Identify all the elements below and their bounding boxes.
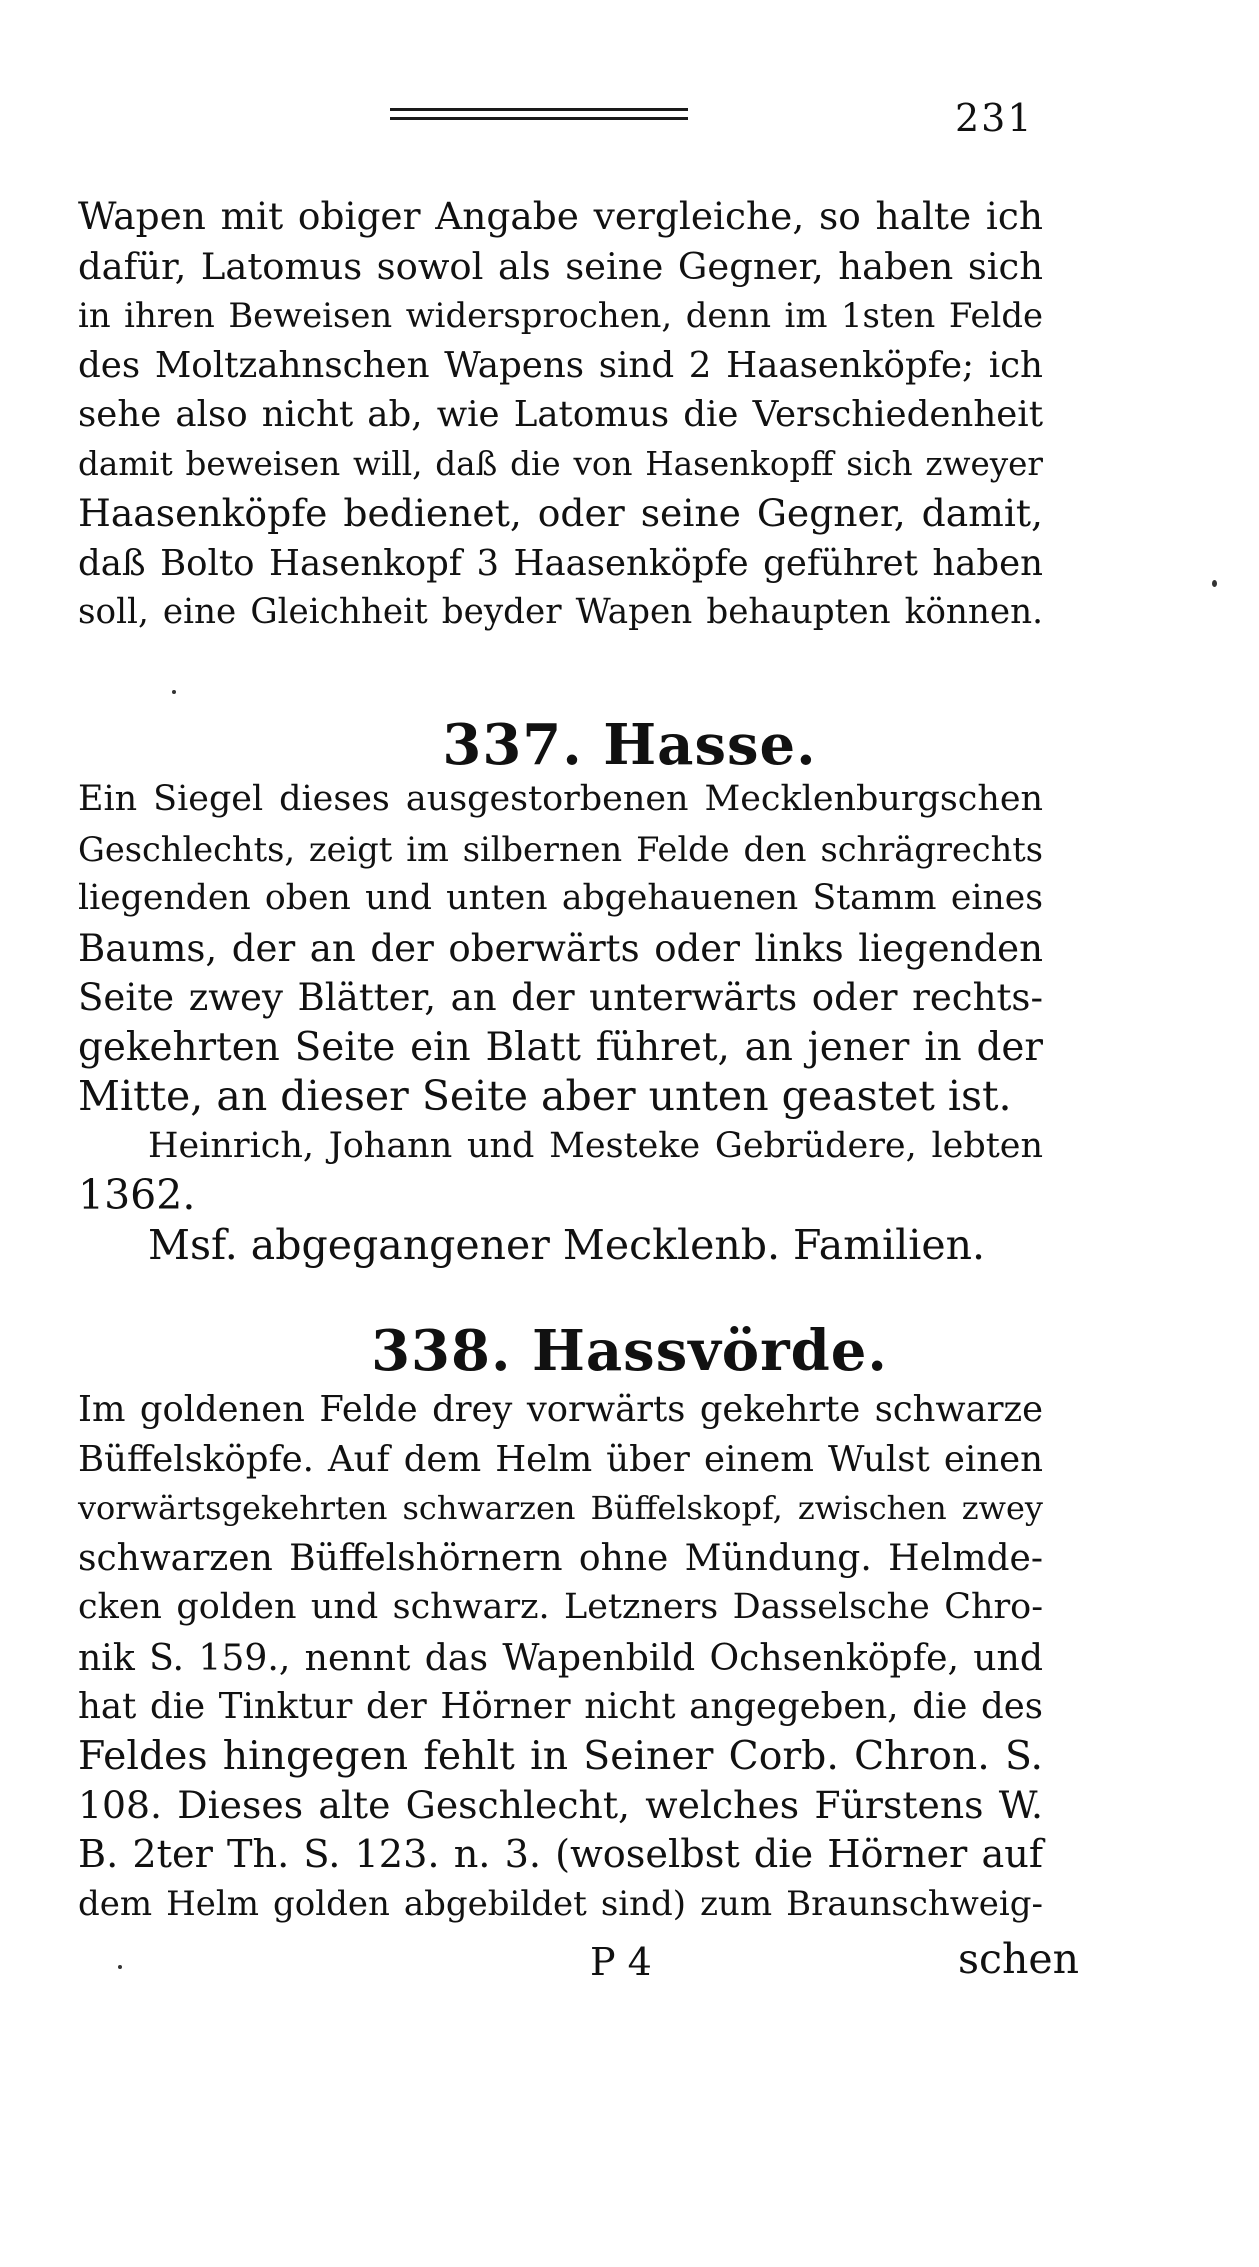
text-line: Haasenköpfe bedienet, oder seine Gegner, damit, <box>78 491 1043 535</box>
text-line: gekehrten Seite ein Blatt führet, an jener in der <box>78 1024 1043 1070</box>
text-line: in ihren Beweisen widersprochen, denn im 1sten Felde <box>78 296 1043 335</box>
signature-mark: P 4 <box>590 1940 652 1984</box>
print-speck <box>172 690 176 694</box>
text-line: Wapen mit obiger Angabe vergleiche, so halte ich <box>78 194 1043 238</box>
text-line: Ein Siegel dieses ausgestorbenen Mecklenburgschen <box>78 779 1043 819</box>
text-line: vorwärtsgekehrten schwarzen Büffelskopf, zwischen zwey <box>78 1489 1043 1527</box>
section-337-body <box>78 775 1043 1270</box>
text-line: dafür, Latomus sowol als seine Gegner, haben sich <box>78 244 1043 288</box>
section-338-body <box>78 1385 1043 1930</box>
text-line: Büffelsköpfe. Auf dem Helm über einem Wulst einen <box>78 1438 1043 1480</box>
text-line: des Moltzahnschen Wapens sind 2 Haasenköpfe; ich <box>78 344 1043 386</box>
text-line: Baums, der an der oberwärts oder links liegenden <box>78 926 1043 970</box>
source-line: Msf. abgegangener Mecklenb. Familien. <box>148 1220 986 1269</box>
text-line: nik S. 159., nennt das Wapenbild Ochsenköpfe, und <box>78 1635 1043 1679</box>
text-line: schwarzen Büffelshörnern ohne Mündung. Helmde- <box>78 1537 1043 1579</box>
text-line: soll, eine Gleichheit beyder Wapen behaupten können. <box>78 592 1043 632</box>
text-line: daß Bolto Hasenkopf 3 Haasenköpfe geführet haben <box>78 542 1043 584</box>
text-line: Geschlechts, zeigt im silbernen Felde den schrägrechts <box>78 829 1043 869</box>
print-speck <box>118 1965 122 1969</box>
text-line: sehe also nicht ab, wie Latomus die Verschiedenheit <box>78 394 1043 435</box>
text-line: damit beweisen will, daß die von Hasenkopff sich zweyer <box>78 444 1043 483</box>
text-line: Im goldenen Felde drey vorwärts gekehrte schwarze <box>78 1389 1043 1430</box>
year-line: 1362. <box>78 1171 196 1219</box>
text-line: liegenden oben und unten abgehauenen Stamm eines <box>78 878 1043 918</box>
section-338-heading: 338. Hassvörde. <box>371 1318 888 1384</box>
text-line: Feldes hingegen fehlt in Seiner Corb. Chron. S. <box>78 1733 1043 1779</box>
intro-paragraph <box>78 192 1043 638</box>
text-line: B. 2ter Th. S. 123. n. 3. (woselbst die Hörner auf <box>78 1832 1043 1877</box>
text-line: hat die Tinktur der Hörner nicht angegeben, die des <box>78 1686 1043 1727</box>
header-rule <box>390 108 688 122</box>
section-337-heading: 337. Hasse. <box>442 712 817 778</box>
catchword: schen <box>958 1935 1080 1983</box>
print-speck <box>1212 580 1217 587</box>
text-line: dem Helm golden abgebildet sind) zum Braunschweig- <box>78 1884 1043 1924</box>
text-line: cken golden und schwarz. Letzners Dasselsche Chro- <box>78 1587 1043 1627</box>
page-number: 231 <box>955 96 1034 140</box>
text-line: 108. Dieses alte Geschlecht, welches Fürstens W. <box>78 1783 1043 1827</box>
text-line: Seite zwey Blätter, an der unterwärts oder rechts- <box>78 976 1043 1019</box>
persons-line: Heinrich, Johann und Mesteke Gebrüdere, lebten <box>148 1125 1043 1166</box>
text-line: Mitte, an dieser Seite aber unten geastet ist. <box>78 1072 1012 1120</box>
